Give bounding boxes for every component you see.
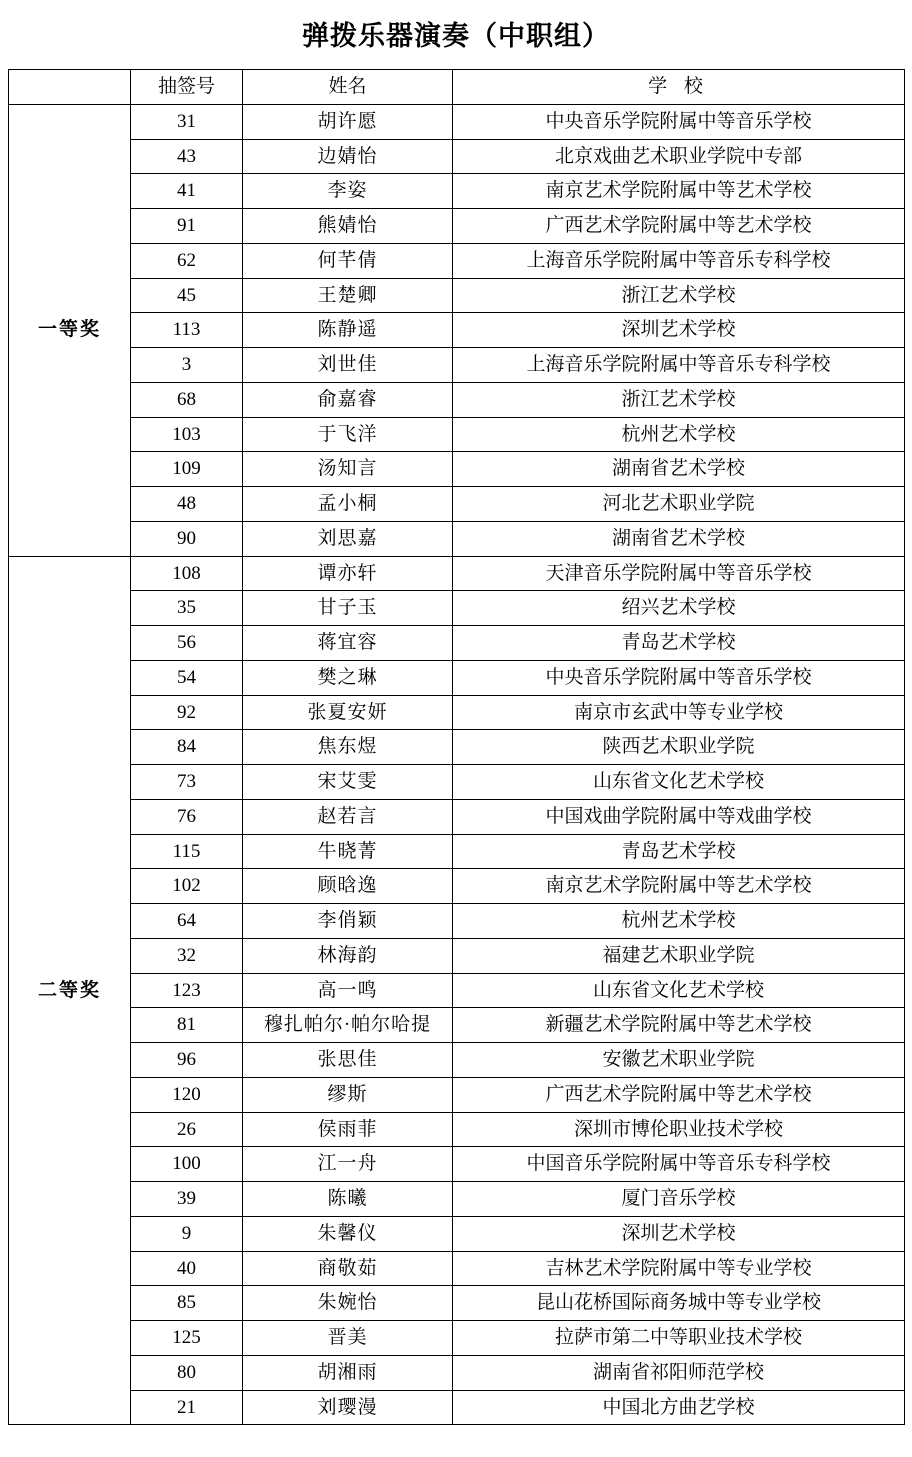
school-name-cell: 深圳艺术学校: [453, 1216, 905, 1251]
draw-number-cell: 100: [131, 1147, 243, 1182]
results-table: [8, 69, 905, 1425]
school-name-cell: 中国北方曲艺学校: [453, 1390, 905, 1425]
participant-name-cell: 林海韵: [243, 938, 453, 973]
school-name-cell: 南京艺术学院附属中等艺术学校: [453, 869, 905, 904]
participant-name-cell: 江一舟: [243, 1147, 453, 1182]
participant-name-cell: 商敬茹: [243, 1251, 453, 1286]
participant-name-cell: 孟小桐: [243, 487, 453, 522]
draw-number-cell: 73: [131, 765, 243, 800]
table-header: [9, 70, 905, 105]
participant-name-cell: 甘子玉: [243, 591, 453, 626]
participant-name-cell: 刘思嘉: [243, 521, 453, 556]
draw-number-cell: 90: [131, 521, 243, 556]
draw-number-cell: 43: [131, 139, 243, 174]
draw-number-cell: 84: [131, 730, 243, 765]
school-name-cell: 南京市玄武中等专业学校: [453, 695, 905, 730]
school-name-cell: 河北艺术职业学院: [453, 487, 905, 522]
participant-name-cell: 穆扎帕尔·帕尔哈提: [243, 1008, 453, 1043]
school-name-cell: 深圳艺术学校: [453, 313, 905, 348]
table-row: [9, 209, 905, 244]
participant-name-cell: 朱馨仪: [243, 1216, 453, 1251]
table-row: [9, 660, 905, 695]
table-row: [9, 1251, 905, 1286]
draw-number-cell: 76: [131, 799, 243, 834]
draw-number-cell: 56: [131, 626, 243, 661]
participant-name-cell: 蒋宜容: [243, 626, 453, 661]
school-name-cell: 厦门音乐学校: [453, 1182, 905, 1217]
draw-number-cell: 108: [131, 556, 243, 591]
table-row: [9, 521, 905, 556]
draw-number-cell: 45: [131, 278, 243, 313]
table-row: [9, 938, 905, 973]
table-row: [9, 869, 905, 904]
school-name-cell: 中国音乐学院附属中等音乐专科学校: [453, 1147, 905, 1182]
draw-number-cell: 35: [131, 591, 243, 626]
participant-name-cell: 刘世佳: [243, 348, 453, 383]
school-name-cell: 吉林艺术学院附属中等专业学校: [453, 1251, 905, 1286]
school-name-cell: 深圳市博伦职业技术学校: [453, 1112, 905, 1147]
draw-number-cell: 68: [131, 382, 243, 417]
school-name-cell: 湖南省祁阳师范学校: [453, 1355, 905, 1390]
participant-name-cell: 陈曦: [243, 1182, 453, 1217]
school-name-cell: 青岛艺术学校: [453, 626, 905, 661]
draw-number-cell: 48: [131, 487, 243, 522]
school-name-cell: 中央音乐学院附属中等音乐学校: [453, 104, 905, 139]
school-name-cell: 绍兴艺术学校: [453, 591, 905, 626]
draw-number-cell: 3: [131, 348, 243, 383]
draw-number-cell: 31: [131, 104, 243, 139]
table-row: [9, 799, 905, 834]
draw-number-cell: 102: [131, 869, 243, 904]
table-row: [9, 591, 905, 626]
table-row: [9, 417, 905, 452]
draw-number-cell: 92: [131, 695, 243, 730]
participant-name-cell: 张夏安妍: [243, 695, 453, 730]
draw-number-cell: 40: [131, 1251, 243, 1286]
participant-name-cell: 边婧怡: [243, 139, 453, 174]
school-name-cell: 安徽艺术职业学院: [453, 1043, 905, 1078]
table-row: [9, 487, 905, 522]
draw-number-cell: 109: [131, 452, 243, 487]
participant-name-cell: 牛晓菁: [243, 834, 453, 869]
draw-number-cell: 120: [131, 1077, 243, 1112]
participant-name-cell: 于飞洋: [243, 417, 453, 452]
participant-name-cell: 谭亦轩: [243, 556, 453, 591]
draw-number-cell: 32: [131, 938, 243, 973]
participant-name-cell: 胡许愿: [243, 104, 453, 139]
school-name-cell: 昆山花桥国际商务城中等专业学校: [453, 1286, 905, 1321]
school-name-cell: 福建艺术职业学院: [453, 938, 905, 973]
participant-name-cell: 王楚卿: [243, 278, 453, 313]
participant-name-cell: 晋美: [243, 1321, 453, 1356]
participant-name-cell: 侯雨菲: [243, 1112, 453, 1147]
participant-name-cell: 何芊倩: [243, 243, 453, 278]
participant-name-cell: 顾晗逸: [243, 869, 453, 904]
participant-name-cell: 赵若言: [243, 799, 453, 834]
draw-number-cell: 123: [131, 973, 243, 1008]
draw-number-cell: 91: [131, 209, 243, 244]
page-title: 弹拨乐器演奏（中职组）: [302, 21, 610, 51]
school-name-cell: 天津音乐学院附属中等音乐学校: [453, 556, 905, 591]
draw-number-cell: 85: [131, 1286, 243, 1321]
table-row: [9, 1182, 905, 1217]
participant-name-cell: 朱婉怡: [243, 1286, 453, 1321]
school-name-cell: 山东省文化艺术学校: [453, 765, 905, 800]
school-name-cell: 中央音乐学院附属中等音乐学校: [453, 660, 905, 695]
school-name-cell: 湖南省艺术学校: [453, 452, 905, 487]
school-name-cell: 湖南省艺术学校: [453, 521, 905, 556]
table-row: [9, 1077, 905, 1112]
table-row: [9, 695, 905, 730]
draw-number-cell: 62: [131, 243, 243, 278]
draw-number-cell: 96: [131, 1043, 243, 1078]
table-row: [9, 1147, 905, 1182]
table-row: [9, 278, 905, 313]
column-header-name: 姓名: [243, 70, 453, 105]
table-row: [9, 1321, 905, 1356]
school-name-cell: 南京艺术学院附属中等艺术学校: [453, 174, 905, 209]
participant-name-cell: 熊婧怡: [243, 209, 453, 244]
draw-number-cell: 26: [131, 1112, 243, 1147]
table-row: [9, 973, 905, 1008]
participant-name-cell: 胡湘雨: [243, 1355, 453, 1390]
participant-name-cell: 陈静遥: [243, 313, 453, 348]
award-group-label: 二等奖: [9, 556, 131, 1425]
participant-name-cell: 刘璎漫: [243, 1390, 453, 1425]
table-row: [9, 139, 905, 174]
participant-name-cell: 樊之琳: [243, 660, 453, 695]
draw-number-cell: 39: [131, 1182, 243, 1217]
table-row: [9, 1008, 905, 1043]
table-row: [9, 1355, 905, 1390]
school-name-cell: 中国戏曲学院附属中等戏曲学校: [453, 799, 905, 834]
table-row: [9, 382, 905, 417]
table-row: [9, 452, 905, 487]
school-name-cell: 上海音乐学院附属中等音乐专科学校: [453, 348, 905, 383]
draw-number-cell: 80: [131, 1355, 243, 1390]
participant-name-cell: 缪斯: [243, 1077, 453, 1112]
table-row: [9, 730, 905, 765]
draw-number-cell: 115: [131, 834, 243, 869]
school-name-cell: 广西艺术学院附属中等艺术学校: [453, 1077, 905, 1112]
participant-name-cell: 俞嘉睿: [243, 382, 453, 417]
school-name-cell: 浙江艺术学校: [453, 278, 905, 313]
school-name-cell: 杭州艺术学校: [453, 417, 905, 452]
draw-number-cell: 9: [131, 1216, 243, 1251]
draw-number-cell: 125: [131, 1321, 243, 1356]
school-name-cell: 山东省文化艺术学校: [453, 973, 905, 1008]
table-row: [9, 348, 905, 383]
school-name-cell: 新疆艺术学院附属中等艺术学校: [453, 1008, 905, 1043]
school-name-cell: 广西艺术学院附属中等艺术学校: [453, 209, 905, 244]
school-name-cell: 青岛艺术学校: [453, 834, 905, 869]
table-row: [9, 1043, 905, 1078]
award-group-label: 一等奖: [9, 104, 131, 556]
table-row: [9, 556, 905, 591]
header-row: [9, 70, 905, 105]
table-row: [9, 904, 905, 939]
participant-name-cell: 李姿: [243, 174, 453, 209]
school-name-cell: 拉萨市第二中等职业技术学校: [453, 1321, 905, 1356]
participant-name-cell: 汤知言: [243, 452, 453, 487]
table-row: [9, 1390, 905, 1425]
table-row: [9, 1216, 905, 1251]
draw-number-cell: 103: [131, 417, 243, 452]
participant-name-cell: 高一鸣: [243, 973, 453, 1008]
table-row: [9, 765, 905, 800]
column-header-award: [9, 70, 131, 105]
draw-number-cell: 54: [131, 660, 243, 695]
school-name-cell: 杭州艺术学校: [453, 904, 905, 939]
participant-name-cell: 焦东煜: [243, 730, 453, 765]
participant-name-cell: 李俏颖: [243, 904, 453, 939]
draw-number-cell: 113: [131, 313, 243, 348]
table-row: [9, 174, 905, 209]
table-row: [9, 313, 905, 348]
school-name-cell: 陕西艺术职业学院: [453, 730, 905, 765]
table-row: [9, 104, 905, 139]
participant-name-cell: 宋艾雯: [243, 765, 453, 800]
table-row: [9, 834, 905, 869]
table-row: [9, 1286, 905, 1321]
table-body: [9, 104, 905, 1425]
school-name-cell: 北京戏曲艺术职业学院中专部: [453, 139, 905, 174]
draw-number-cell: 21: [131, 1390, 243, 1425]
column-header-draw-number: 抽签号: [131, 70, 243, 105]
column-header-school: 学 校: [453, 70, 905, 105]
draw-number-cell: 81: [131, 1008, 243, 1043]
participant-name-cell: 张思佳: [243, 1043, 453, 1078]
table-row: [9, 243, 905, 278]
draw-number-cell: 64: [131, 904, 243, 939]
school-name-cell: 上海音乐学院附属中等音乐专科学校: [453, 243, 905, 278]
draw-number-cell: 41: [131, 174, 243, 209]
table-row: [9, 1112, 905, 1147]
school-name-cell: 浙江艺术学校: [453, 382, 905, 417]
table-row: [9, 626, 905, 661]
